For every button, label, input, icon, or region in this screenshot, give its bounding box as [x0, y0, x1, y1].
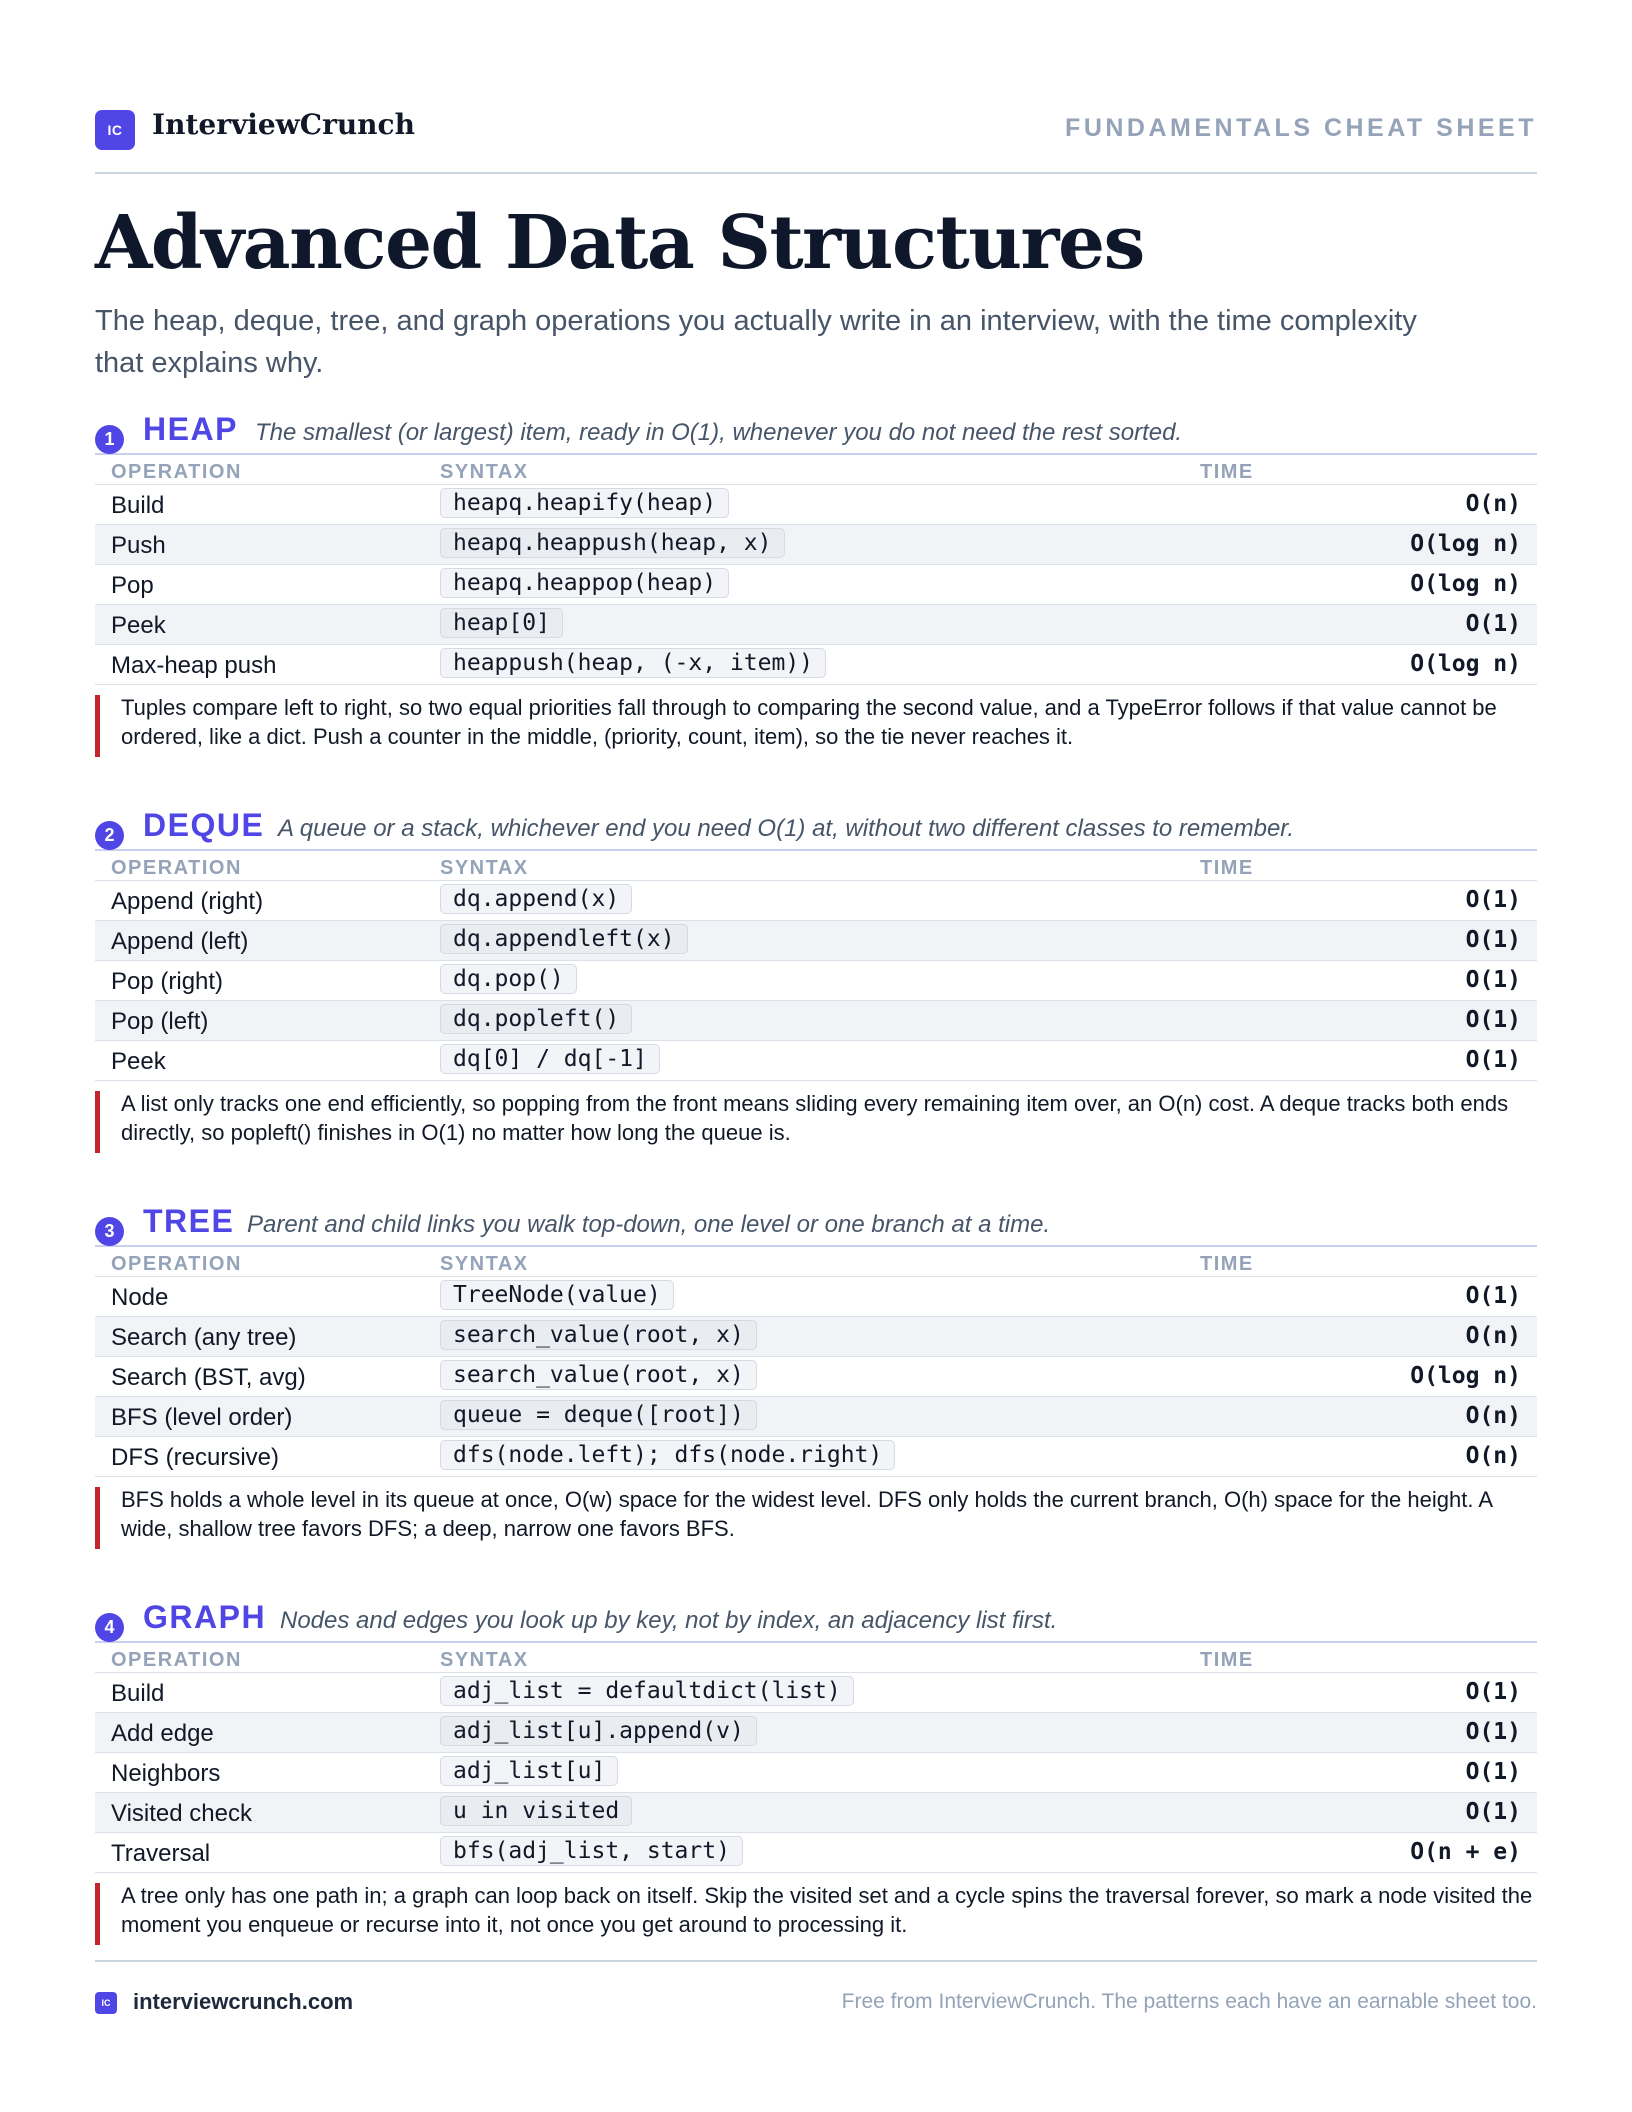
row-syntax: heap[0] [440, 608, 563, 638]
table-row [95, 1673, 1537, 1713]
row-syntax: queue = deque([root]) [440, 1400, 757, 1430]
col-syntax: SYNTAX [440, 857, 529, 879]
row-operation: Add edge [111, 1720, 214, 1747]
row-syntax: dfs(node.left); dfs(node.right) [440, 1440, 895, 1470]
row-operation: BFS (level order) [111, 1404, 293, 1431]
section-tagline: The smallest (or largest) item, ready in O(1), whenever you do not need the rest sorted. [255, 419, 1183, 446]
row-syntax: heapq.heappush(heap, x) [440, 528, 785, 558]
section-number: 3 [95, 1217, 124, 1246]
section-number: 1 [95, 425, 124, 454]
row-syntax: dq.popleft() [440, 1004, 632, 1034]
section-deque [95, 807, 1537, 1147]
section-graph [95, 1599, 1537, 1939]
row-operation: Pop [111, 572, 154, 599]
row-time: O(n) [1465, 491, 1521, 517]
row-time: O(n) [1465, 1323, 1521, 1349]
section-header [95, 1203, 1537, 1247]
row-time: O(1) [1465, 1007, 1521, 1033]
row-time: O(1) [1465, 887, 1521, 913]
table-row [95, 1001, 1537, 1041]
row-operation: Node [111, 1284, 169, 1311]
section-note: A list only tracks one end efficiently, so popping from the front means sliding every remaining item over, an O(n) cost. A deque tracks both ends directly, so popleft() finishes in O(1) no matter how long the queue is. [95, 1089, 1537, 1147]
table-row [95, 1277, 1537, 1317]
section-tagline: A queue or a stack, whichever end you need O(1) at, without two different classes to remember. [278, 815, 1295, 842]
table-row [95, 1713, 1537, 1753]
row-operation: Visited check [111, 1800, 252, 1827]
row-operation: Neighbors [111, 1760, 221, 1787]
section-note: BFS holds a whole level in its queue at once, O(w) space for the widest level. DFS only holds the current branch, O(h) space for the height. A wide, shallow tree favors DFS; a deep, narrow one favors BFS. [95, 1485, 1537, 1543]
header-bar [95, 108, 1537, 174]
col-time: TIME [1200, 461, 1254, 483]
row-time: O(1) [1465, 1759, 1521, 1785]
section-number: 2 [95, 821, 124, 850]
footer-note: Free from InterviewCrunch. The patterns each have an earnable sheet too. [841, 1990, 1537, 2013]
column-headers [95, 1643, 1537, 1673]
row-operation: Search (any tree) [111, 1324, 297, 1351]
row-operation: Append (left) [111, 928, 249, 955]
table-row [95, 565, 1537, 605]
table-row [95, 485, 1537, 525]
page-subtitle: The heap, deque, tree, and graph operations you actually write in an interview, with the time complexity that explains why. [95, 305, 1417, 379]
row-syntax: search_value(root, x) [440, 1360, 757, 1390]
row-time: O(1) [1465, 1799, 1521, 1825]
table-row [95, 921, 1537, 961]
section-number: 4 [95, 1613, 124, 1642]
col-syntax: SYNTAX [440, 461, 529, 483]
table-row [95, 961, 1537, 1001]
table-row [95, 881, 1537, 921]
section-heap [95, 411, 1537, 751]
row-operation: Append (right) [111, 888, 264, 915]
row-operation: Peek [111, 1048, 166, 1075]
col-time: TIME [1200, 857, 1254, 879]
row-syntax: bfs(adj_list, start) [440, 1836, 743, 1866]
table-row [95, 1793, 1537, 1833]
table-row [95, 605, 1537, 645]
row-syntax: u in visited [440, 1796, 632, 1826]
section-header [95, 807, 1537, 851]
row-operation: Search (BST, avg) [111, 1364, 306, 1391]
row-syntax: TreeNode(value) [440, 1280, 674, 1310]
section-title: DEQUE [143, 807, 265, 843]
row-time: O(n + e) [1410, 1839, 1521, 1865]
col-operation: OPERATION [111, 461, 242, 483]
row-time: O(1) [1465, 1283, 1521, 1309]
table-row [95, 1357, 1537, 1397]
table-row [95, 1833, 1537, 1873]
row-time: O(1) [1465, 1679, 1521, 1705]
row-syntax: heappush(heap, (-x, item)) [440, 648, 826, 678]
row-syntax: dq[0] / dq[-1] [440, 1044, 660, 1074]
row-syntax: search_value(root, x) [440, 1320, 757, 1350]
row-operation: Build [111, 492, 165, 519]
row-time: O(log n) [1410, 571, 1521, 597]
section-header [95, 411, 1537, 455]
row-time: O(1) [1465, 611, 1521, 637]
table-row [95, 1397, 1537, 1437]
row-time: O(1) [1465, 927, 1521, 953]
section-tagline: Parent and child links you walk top-down, one level or one branch at a time. [247, 1211, 1051, 1238]
table-row [95, 1437, 1537, 1477]
col-syntax: SYNTAX [440, 1253, 529, 1275]
row-syntax: dq.pop() [440, 964, 577, 994]
row-operation: Peek [111, 612, 166, 639]
row-syntax: adj_list[u].append(v) [440, 1716, 757, 1746]
row-syntax: heapq.heapify(heap) [440, 488, 729, 518]
table-row [95, 645, 1537, 685]
row-operation: Pop (left) [111, 1008, 209, 1035]
row-operation: Build [111, 1680, 165, 1707]
column-headers [95, 455, 1537, 485]
row-syntax: dq.appendleft(x) [440, 924, 688, 954]
table-row [95, 525, 1537, 565]
row-time: O(log n) [1410, 651, 1521, 677]
col-time: TIME [1200, 1649, 1254, 1671]
section-note: A tree only has one path in; a graph can loop back on itself. Skip the visited set and a cycle spins the traversal forever, so mark a node visited the moment you enqueue or recurse into it, not once you get around to processing it. [95, 1881, 1537, 1939]
logo-icon: IC [95, 110, 135, 150]
section-header [95, 1599, 1537, 1643]
sheet-label: FUNDAMENTALS CHEAT SHEET [1065, 114, 1537, 142]
col-operation: OPERATION [111, 1649, 242, 1671]
row-operation: Pop (right) [111, 968, 224, 995]
col-operation: OPERATION [111, 857, 242, 879]
column-headers [95, 1247, 1537, 1277]
col-time: TIME [1200, 1253, 1254, 1275]
column-headers [95, 851, 1537, 881]
row-operation: Traversal [111, 1840, 211, 1867]
section-tree [95, 1203, 1537, 1543]
section-note: Tuples compare left to right, so two equal priorities fall through to comparing the second value, and a TypeError follows if that value cannot be ordered, like a dict. Push a counter in the middle, (priority, count, item), so the tie never reaches it. [95, 693, 1537, 751]
row-syntax: heapq.heappop(heap) [440, 568, 729, 598]
footer-site-link[interactable]: interviewcrunch.com [133, 1989, 354, 2014]
table-row [95, 1317, 1537, 1357]
section-title: TREE [143, 1203, 235, 1239]
table-row [95, 1753, 1537, 1793]
row-operation: DFS (recursive) [111, 1444, 280, 1471]
row-syntax: adj_list[u] [440, 1756, 618, 1786]
section-tagline: Nodes and edges you look up by key, not by index, an adjacency list first. [280, 1607, 1058, 1634]
row-time: O(n) [1465, 1403, 1521, 1429]
row-syntax: adj_list = defaultdict(list) [440, 1676, 854, 1706]
footer [95, 1960, 1537, 2020]
row-operation: Push [111, 532, 166, 559]
row-time: O(1) [1465, 967, 1521, 993]
section-title: HEAP [143, 411, 238, 447]
row-time: O(log n) [1410, 531, 1521, 557]
section-title: GRAPH [143, 1599, 267, 1635]
col-syntax: SYNTAX [440, 1649, 529, 1671]
row-time: O(log n) [1410, 1363, 1521, 1389]
row-time: O(n) [1465, 1443, 1521, 1469]
footer-logo-icon: IC [95, 1992, 117, 2014]
table-row [95, 1041, 1537, 1081]
brand-name: InterviewCrunch [152, 108, 415, 141]
col-operation: OPERATION [111, 1253, 242, 1275]
row-time: O(1) [1465, 1047, 1521, 1073]
row-time: O(1) [1465, 1719, 1521, 1745]
page-title: Advanced Data Structures [95, 200, 1144, 286]
row-syntax: dq.append(x) [440, 884, 632, 914]
row-operation: Max-heap push [111, 652, 277, 679]
